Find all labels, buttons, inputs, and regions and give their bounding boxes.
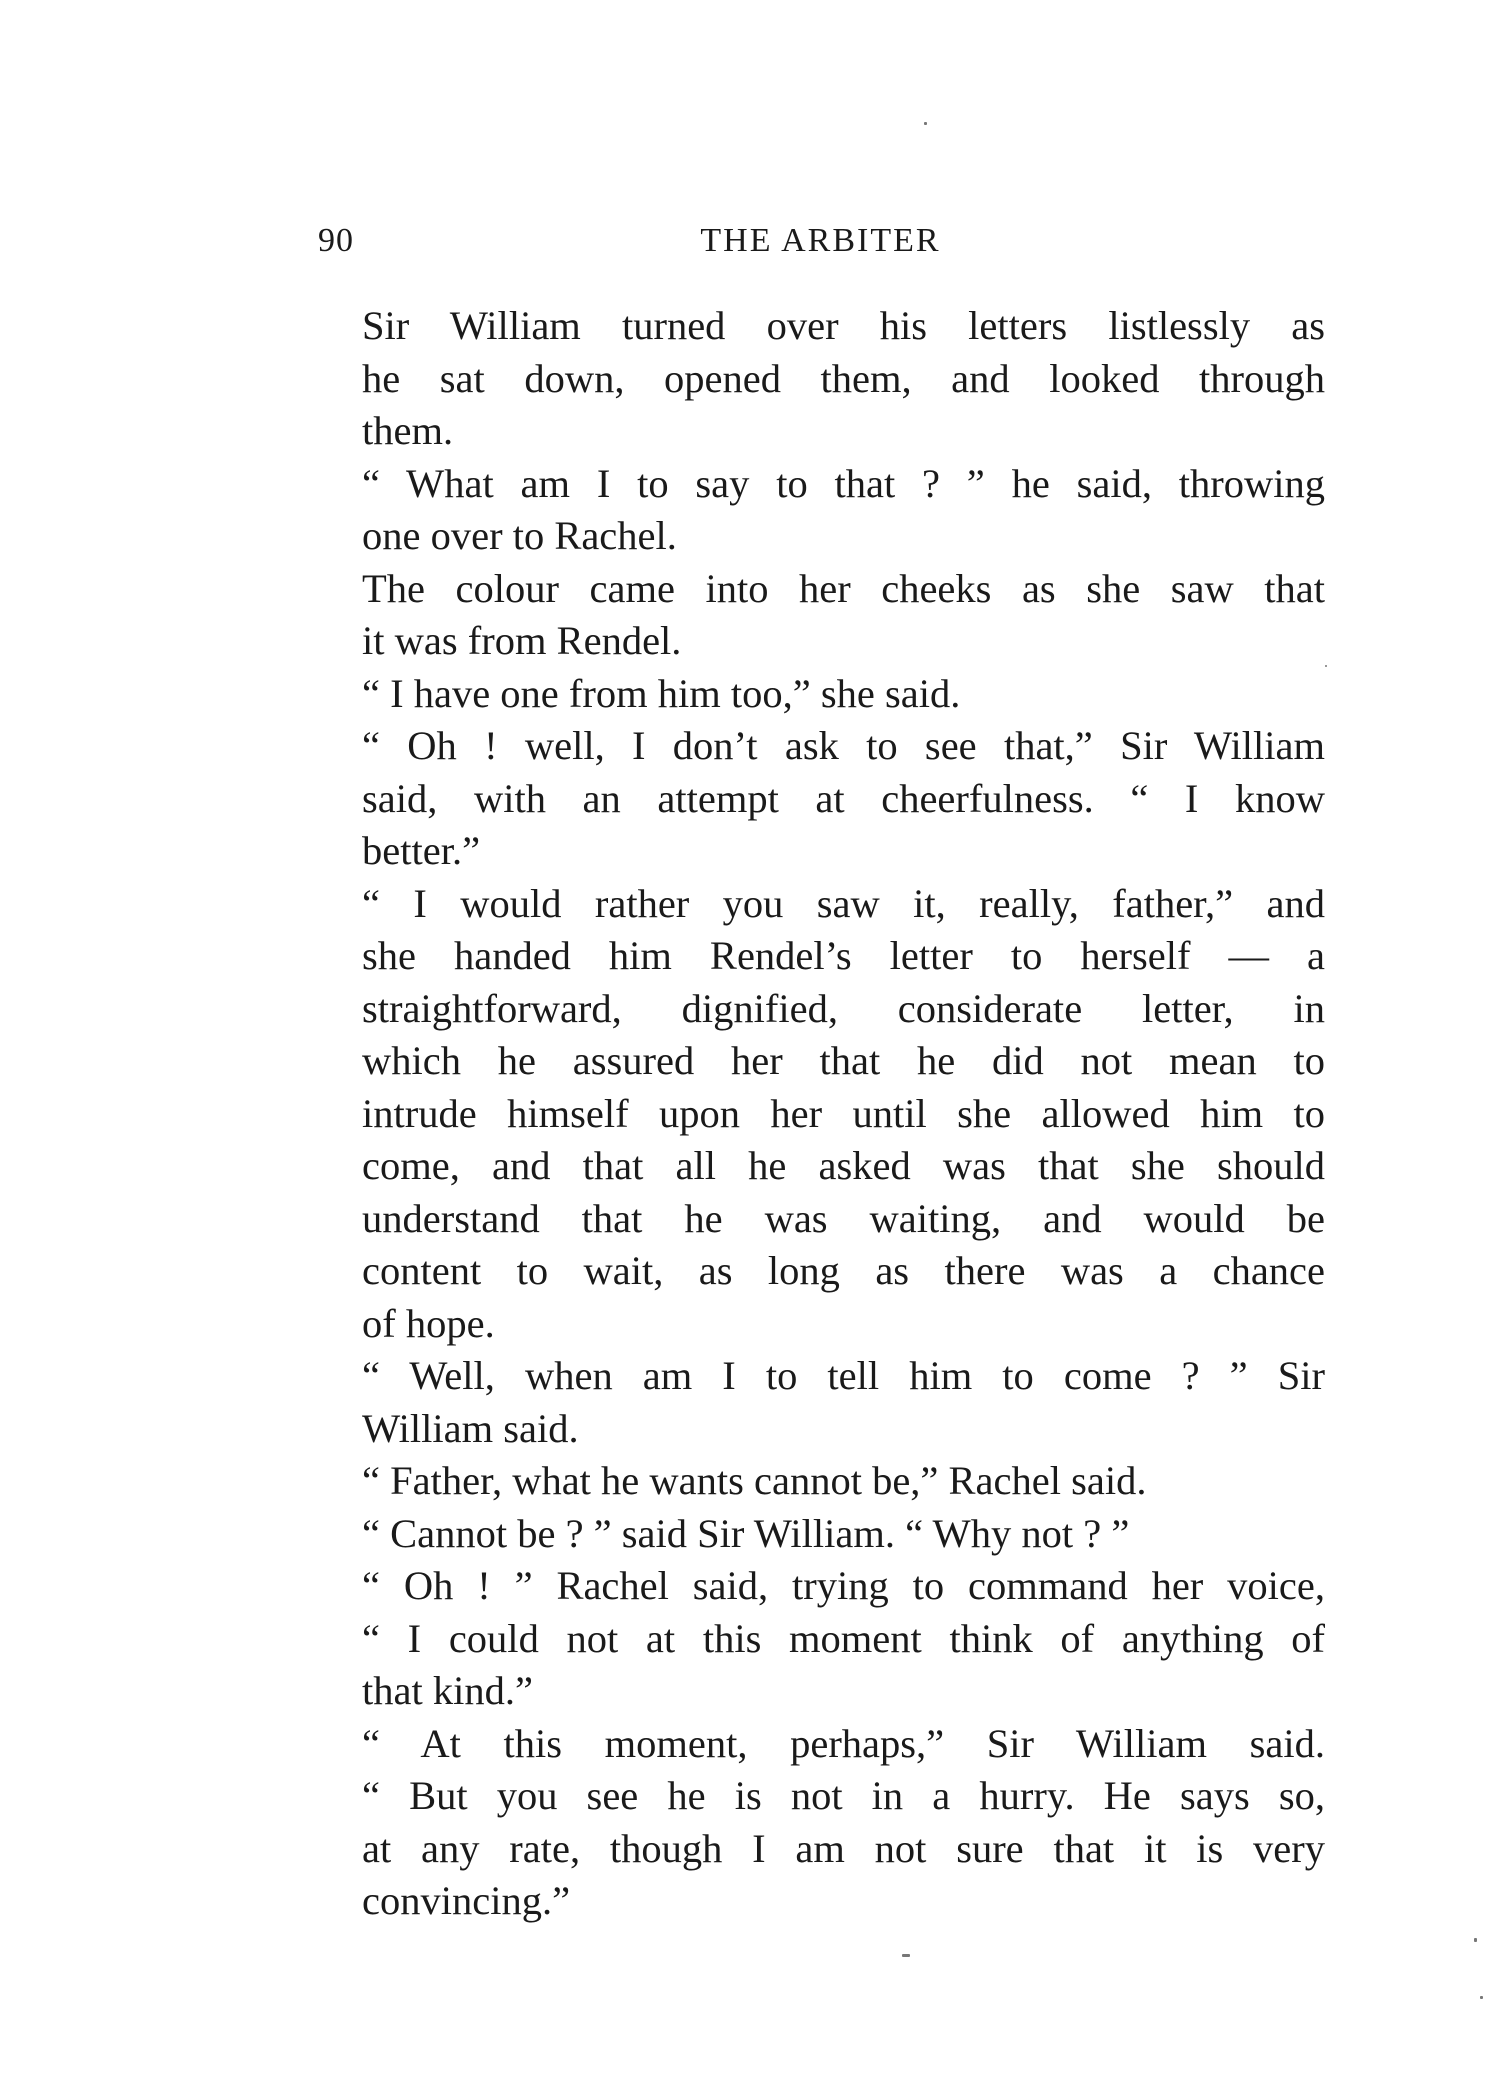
text-line: Sir William turned over his letters listlessly as	[362, 303, 1325, 348]
text-line: of hope.	[362, 1300, 495, 1346]
book-title: THE ARBITER	[700, 222, 941, 259]
paragraph	[320, 1560, 1325, 1718]
text-line: them.	[362, 408, 454, 453]
text-line: better.”	[362, 828, 481, 873]
text-line: intrude himself upon her until she allowed him to	[362, 1090, 1325, 1136]
paragraph	[320, 720, 1325, 878]
paragraph	[320, 1508, 1325, 1561]
text-line: at any rate, though I am not sure that it is very	[362, 1825, 1325, 1871]
text-line: “ Cannot be ? ” said Sir William. “ Why not ? ”	[362, 1510, 1130, 1556]
paragraph	[320, 563, 1325, 668]
paragraph	[320, 1350, 1325, 1455]
text-line: The colour came into her cheeks as she saw that	[362, 565, 1325, 611]
scan-speck	[1480, 1996, 1483, 1999]
text-line: which he assured her that he did not mean to	[362, 1038, 1325, 1083]
text-line: one over to Rachel.	[362, 513, 677, 558]
page-number: 90	[318, 222, 354, 259]
text-line: “ Father, what he wants cannot be,” Rachel said.	[362, 1458, 1147, 1503]
text-line: content to wait, as long as there was a chance	[362, 1248, 1325, 1293]
scan-speck	[902, 1954, 910, 1957]
text-line: convincing.”	[362, 1878, 571, 1923]
text-line: he sat down, opened them, and looked through	[362, 355, 1325, 401]
text-line: it was from Rendel.	[362, 618, 682, 663]
paragraph	[320, 1455, 1325, 1508]
text-line: straightforward, dignified, considerate letter, in	[362, 985, 1325, 1031]
scan-speck	[1474, 1938, 1477, 1942]
text-line: she handed him Rendel’s letter to herself — a	[362, 933, 1325, 978]
text-line: come, and that all he asked was that she should	[362, 1143, 1325, 1188]
text-line: understand that he was waiting, and would be	[362, 1195, 1325, 1241]
paragraph	[320, 300, 1325, 458]
text-line: “ What am I to say to that ? ” he said, throwing	[362, 460, 1325, 506]
paragraph	[320, 1718, 1325, 1928]
text-line: “ But you see he is not in a hurry. He says so,	[362, 1773, 1325, 1818]
paragraph	[320, 878, 1325, 1351]
text-line: “ At this moment, perhaps,” Sir William said.	[362, 1720, 1325, 1766]
text-line: “ Oh ! ” Rachel said, trying to command her voice,	[362, 1563, 1325, 1608]
scan-speck	[1325, 665, 1327, 667]
text-line: William said.	[362, 1405, 579, 1451]
scan-speck	[924, 122, 927, 125]
body-text	[320, 300, 1325, 1928]
text-line: “ I would rather you saw it, really, father,” and	[362, 880, 1325, 926]
text-line: “ I could not at this moment think of anything of	[362, 1615, 1325, 1661]
text-line: said, with an attempt at cheerfulness. “ I know	[362, 775, 1325, 821]
paragraph	[320, 458, 1325, 563]
text-line: that kind.”	[362, 1668, 533, 1713]
paragraph	[320, 668, 1325, 721]
text-line: “ Well, when am I to tell him to come ? ” Sir	[362, 1353, 1325, 1398]
text-line: “ Oh ! well, I don’t ask to see that,” Sir William	[362, 723, 1325, 768]
text-line: “ I have one from him too,” she said.	[362, 670, 961, 716]
running-head	[318, 222, 1323, 268]
